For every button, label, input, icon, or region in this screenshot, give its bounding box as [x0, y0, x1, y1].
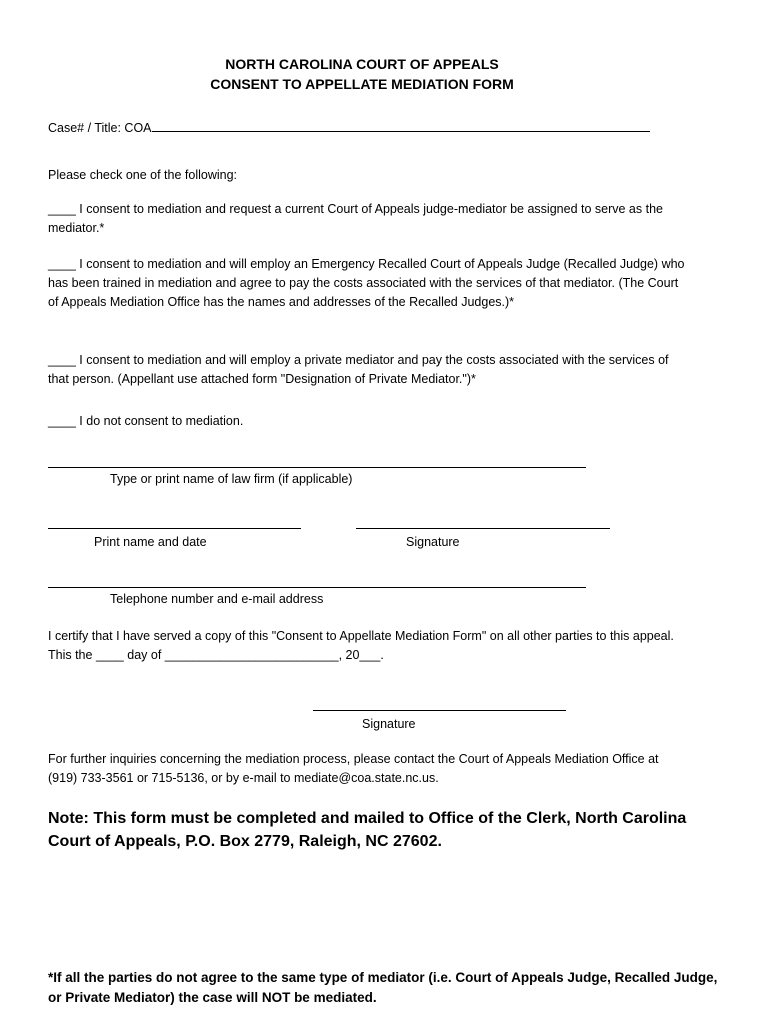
- law-firm-label: Type or print name of law firm (if applicable): [110, 472, 353, 486]
- telephone-email-label: Telephone number and e-mail address: [110, 592, 324, 606]
- signature-label: Signature: [406, 535, 460, 549]
- case-title-blank[interactable]: [152, 119, 650, 132]
- option-text: I consent to mediation and request a current Court of Appeals judge-mediator be assigned to serve as the mediator.*: [48, 202, 663, 235]
- case-title-label: Case# / Title: COA: [48, 121, 152, 135]
- print-name-date-label: Print name and date: [94, 535, 207, 549]
- mailing-note: Note: This form must be completed and mailed to Office of the Clerk, North Carolina Court of Appeals, P.O. Box 2779, Raleigh, NC 27602.: [48, 810, 687, 850]
- option-current-judge[interactable]: [48, 200, 688, 238]
- option-text: I consent to mediation and will employ a private mediator and pay the costs associated with the services of that person. (Appellant use attached form "Designation of Private Mediator.")*: [48, 353, 669, 386]
- case-title-field[interactable]: [48, 119, 650, 138]
- month-blank[interactable]: _________________________: [164, 648, 339, 662]
- certification-text: I certify that I have served a copy of this "Consent to Appellate Mediation Form" on all other parties to this appeal. This the ____ day of _________________________, 20___.: [48, 629, 674, 662]
- form-title-court: NORTH CAROLINA COURT OF APPEALS: [225, 56, 499, 72]
- footnote-text: *If all the parties do not agree to the same type of mediator (i.e. Court of Appeals Judge, Recalled Judge, or Private Mediator) the case will NOT be mediated.: [48, 970, 718, 1005]
- form-title-form-name: CONSENT TO APPELLATE MEDIATION FORM: [210, 76, 514, 92]
- instructions-text: Please check one of the following:: [48, 168, 238, 182]
- year-blank[interactable]: ___: [359, 648, 381, 662]
- checkbox-blank[interactable]: ____: [48, 202, 76, 216]
- option-recalled-judge[interactable]: [48, 255, 688, 312]
- option-text: I do not consent to mediation.: [79, 414, 244, 428]
- day-blank[interactable]: ____: [95, 648, 124, 662]
- option-no-consent[interactable]: [48, 412, 688, 431]
- telephone-email-line[interactable]: [48, 587, 586, 588]
- checkbox-blank[interactable]: ____: [48, 353, 76, 367]
- certification-signature-label: Signature: [362, 717, 416, 731]
- signature-line[interactable]: [356, 528, 610, 529]
- checkbox-blank[interactable]: ____: [48, 414, 76, 428]
- option-text: I consent to mediation and will employ an Emergency Recalled Court of Appeals Judge (Recalled Judge) who has been trained in mediation and agree to pay the costs associated with the services of that mediator. (The Court of Appeals Mediation Office has the names and addresses of the Recalled Judges.)*: [48, 257, 685, 309]
- certification-signature-line[interactable]: [313, 710, 566, 711]
- inquiries-text: For further inquiries concerning the mediation process, please contact the Court of Appeals Mediation Office at (919) 733-3561 or 715-5136, or by e-mail to mediate@coa.state.nc.us.: [48, 752, 659, 785]
- law-firm-line[interactable]: [48, 467, 586, 468]
- option-private-mediator[interactable]: [48, 351, 688, 389]
- print-name-date-line[interactable]: [48, 528, 301, 529]
- checkbox-blank[interactable]: ____: [48, 257, 76, 271]
